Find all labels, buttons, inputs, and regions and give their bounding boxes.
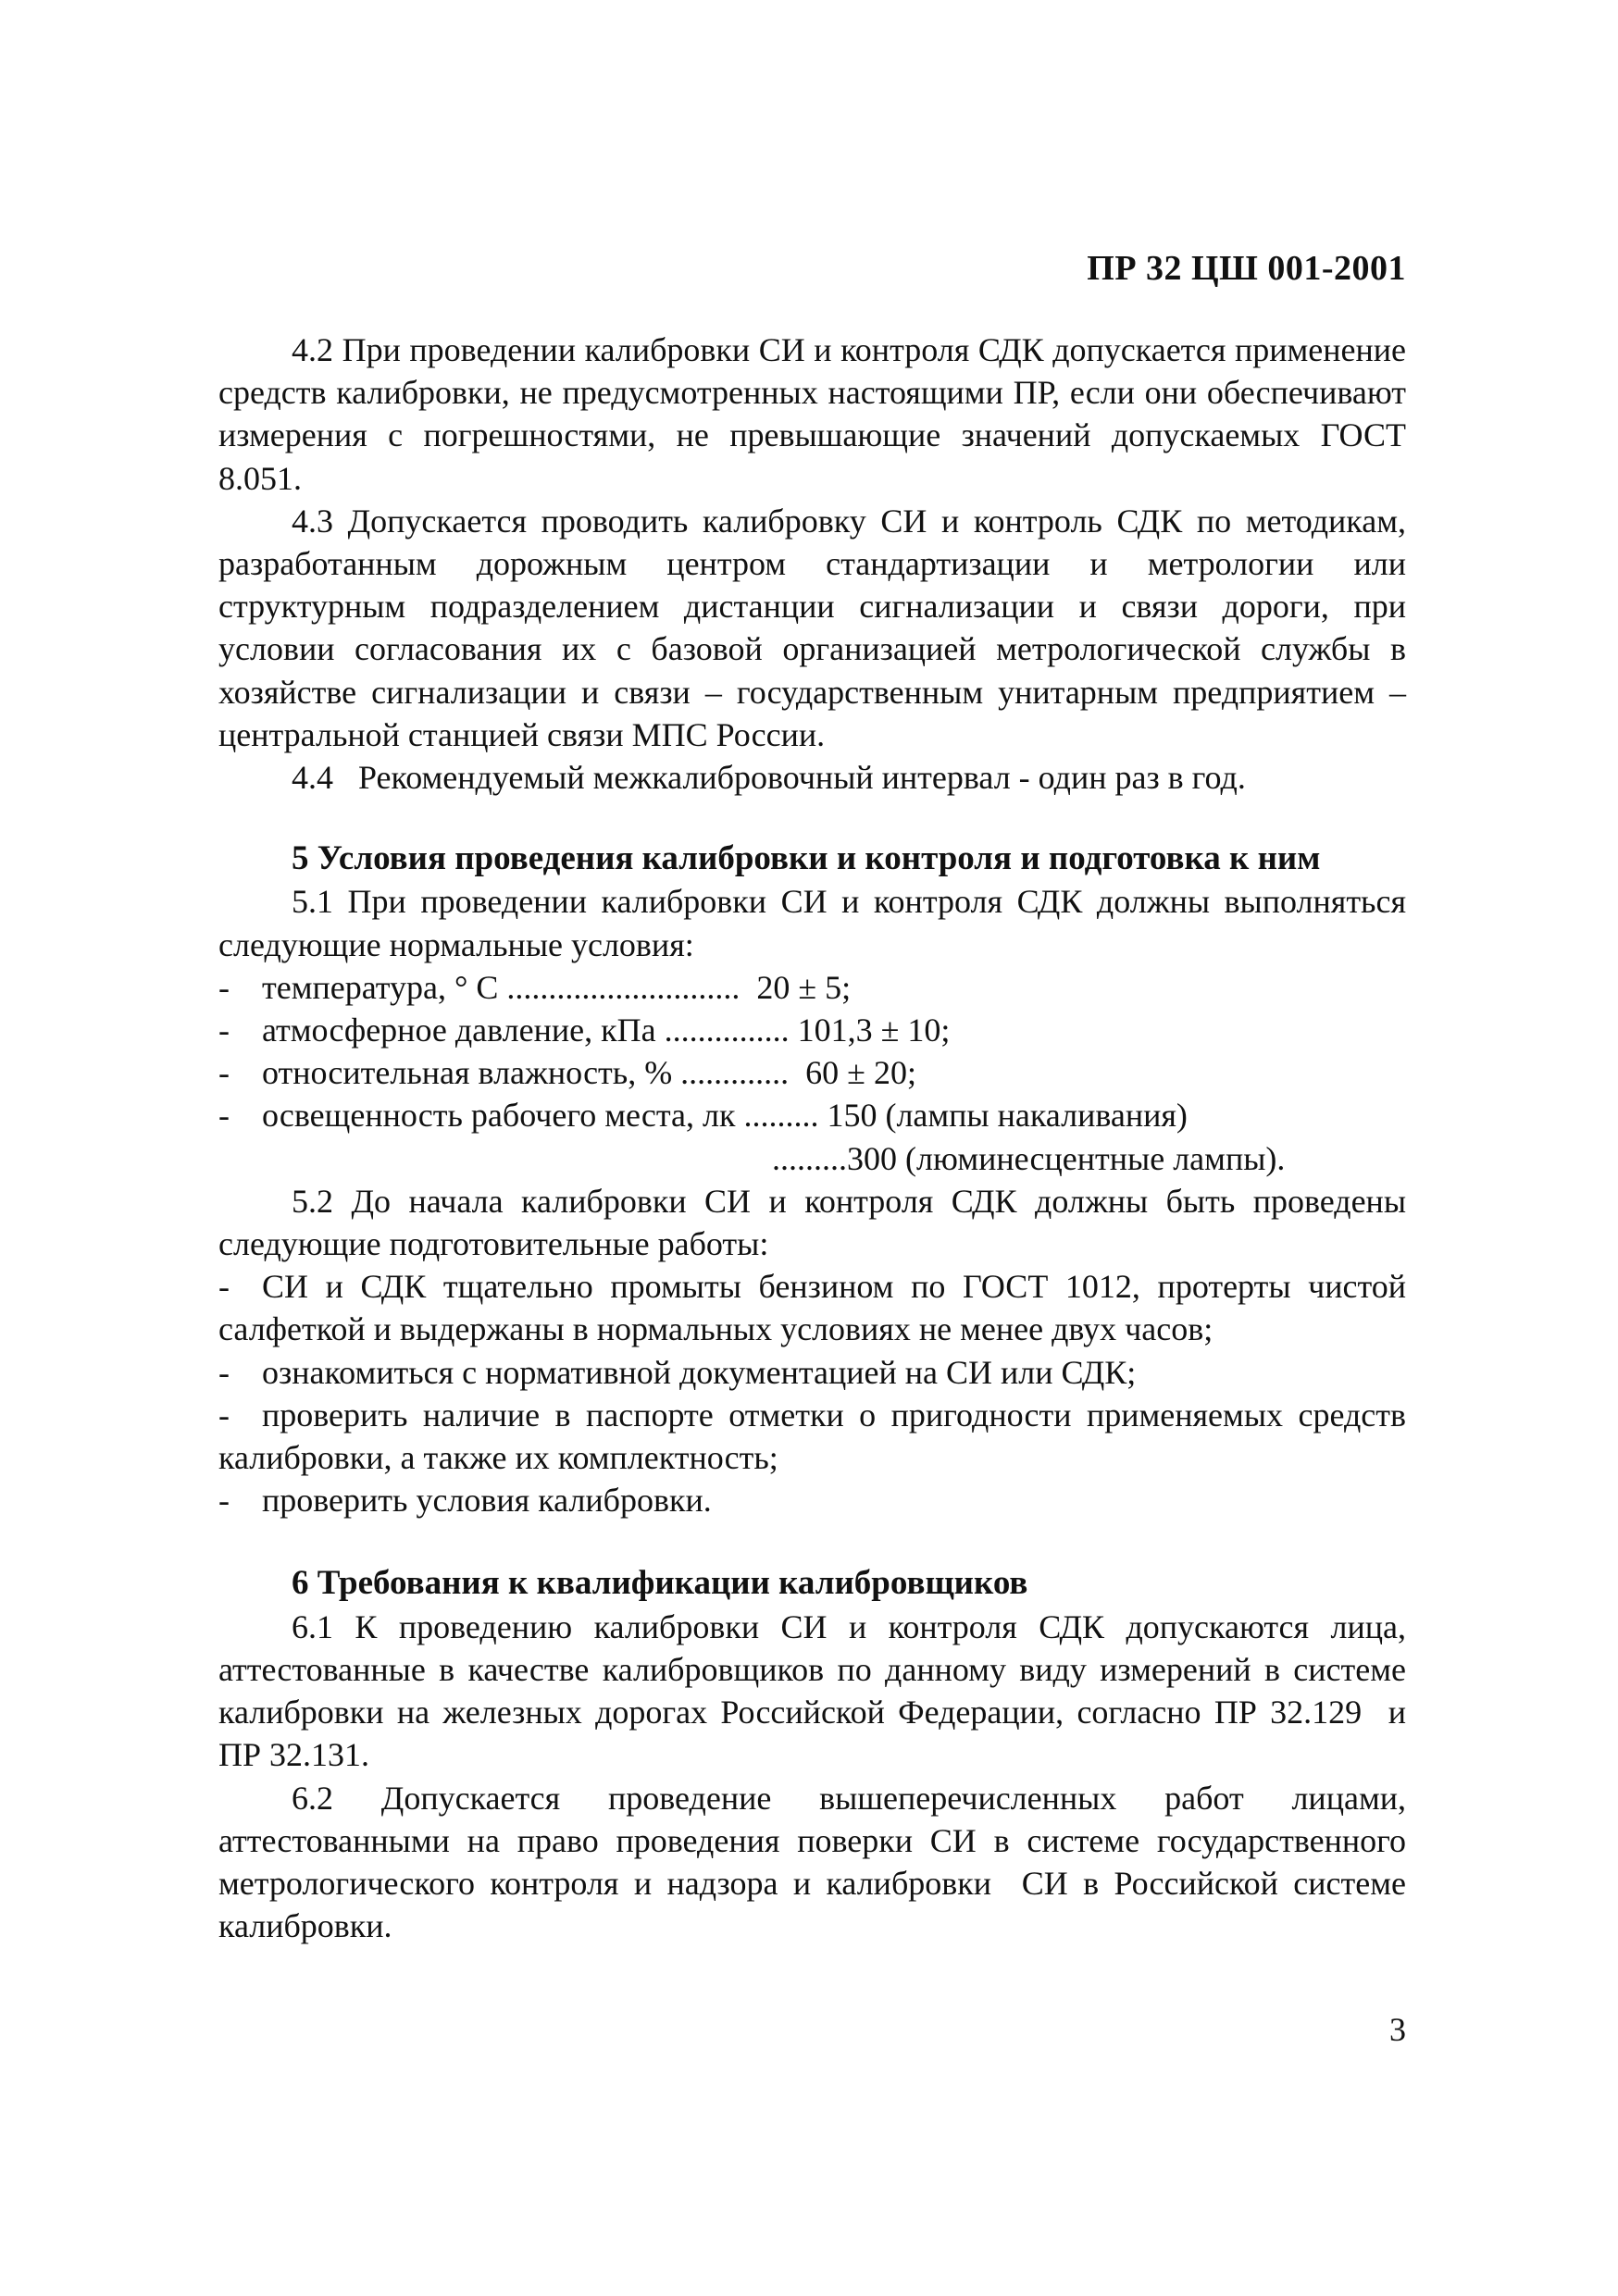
prep-item-cleaning [218,1265,1406,1350]
list-dash: - [218,1482,230,1520]
list-dash: - [218,1054,230,1092]
condition-pressure-text: атмосферное давление, кПа ............... 101,3 ± 10; [262,1011,951,1049]
prep-item-docs [218,1351,1406,1394]
list-dash: - [218,1396,230,1433]
prep-item-conditions-text: проверить условия калибровки. [262,1482,712,1520]
list-dash: - [218,1268,230,1306]
section-5-heading: 5 Условия проведения калибровки и контроля и подготовка к ним [292,839,1321,878]
paragraph-4-3: 4.3 Допускается проводить калибровку СИ и контроль СДК по методикам, разработанным дорожным центром стандартизации и метрологии или структурным подразделением дистанции сигнализации и связи дороги, при условии согласования их с базовой организацией метрологической службы в хозяйстве сигнализации и связи – государственным унитарным предприятием – центральной станцией связи МПС России. [218,502,1406,753]
paragraph-6-1: 6.1 К проведению калибровки СИ и контроля СДК допускаются лица, аттестованные в качестве калибровщиков по данному виду измерений в системе калибровки на железных дорогах Российской Федерации, согласно ПР 32.129 и ПР 32.131. [218,1607,1423,1774]
paragraph-6-2: 6.2 Допускается проведение вышеперечисленных работ лицами, аттестованными на право проведения поверки СИ в системе государственного метрологического контроля и надзора и калибровки СИ в Российской системе калибровки. [218,1779,1414,1945]
prep-item-conditions [218,1479,1406,1521]
prep-item-passport-text: проверить наличие в паспорте отметки о пригодности применяемых средств калибровки, а также их комплектность; [218,1396,1406,1477]
prep-item-docs-text: ознакомиться с нормативной документацией на СИ или СДК; [262,1353,1137,1391]
condition-illumination-text: освещенность рабочего места, лк ......... 150 (лампы накаливания) [262,1097,1188,1135]
list-dash: - [218,1011,230,1049]
prep-item-cleaning-text: СИ и СДК тщательно промыты бензином по ГОСТ 1012, протерты чистой салфеткой и выдержаны в нормальных условиях не менее двух часов; [218,1268,1406,1348]
list-dash: - [218,1353,230,1391]
section-6-heading: 6 Требования к квалификации калибровщиков [292,1564,1028,1603]
condition-humidity [218,1051,1406,1094]
list-dash: - [218,968,230,1006]
condition-humidity-text: относительная влажность, % ............. 60 ± 20; [262,1054,916,1092]
list-dash: - [218,1097,230,1135]
condition-temperature-text: температура, ° С ............................ 20 ± 5; [262,968,852,1006]
condition-pressure [218,1009,1406,1051]
paragraph-5-2: 5.2 До начала калибровки СИ и контроля СДК должны быть проведены следующие подготовительные работы: [218,1182,1406,1263]
document-body [218,329,1423,1947]
paragraph-4-2: 4.2 При проведении калибровки СИ и контроля СДК допускается применение средств калибровки, не предусмотренных настоящими ПР, если они обеспечивают измерения с погрешностями, не превышающие значений допускаемых ГОСТ 8.051. [218,331,1406,497]
document-code-header: ПР 32 ЦШ 001-2001 [1087,249,1406,288]
prep-item-passport [218,1394,1406,1479]
condition-illumination [218,1094,1406,1136]
page-number: 3 [1389,2011,1406,2048]
paragraph-4-4: 4.4 Рекомендуемый межкалибровочный интервал - один раз в год. [292,759,1246,797]
condition-illumination-continued: .........300 (люминесцентные лампы). [772,1139,1286,1177]
paragraph-5-1: 5.1 При проведении калибровки СИ и контроля СДК должны выполняться следующие нормальные условия: [218,883,1406,963]
condition-temperature [218,966,1406,1009]
